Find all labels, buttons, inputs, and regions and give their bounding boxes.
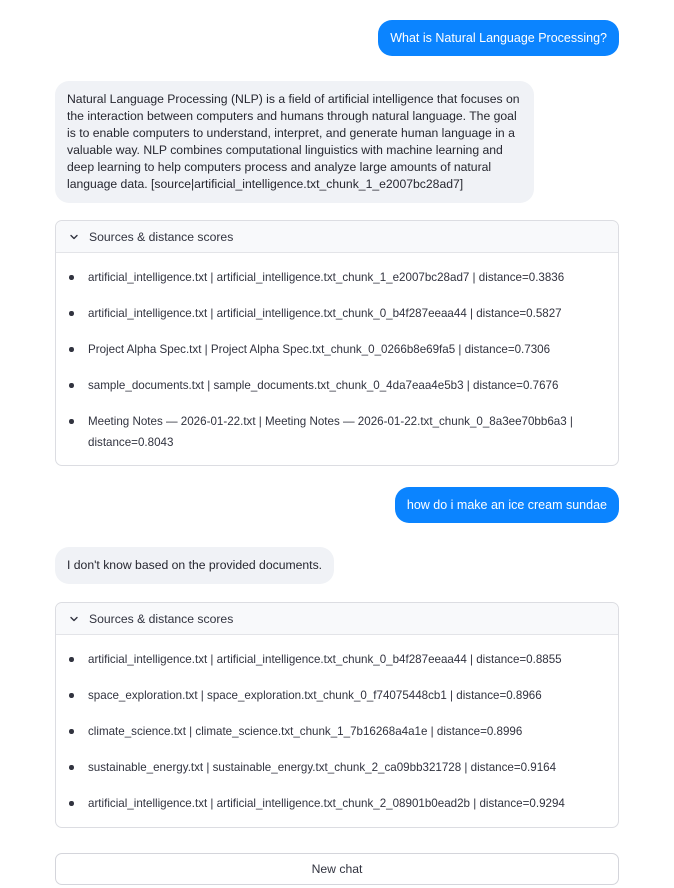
source-item [68,793,600,814]
bullet [69,657,74,662]
assistant-message-text: Natural Language Processing (NLP) is a field of artificial intelligence that focuses on the interaction between computers and humans through natural language. The goal is to enable computers to understand, interpret, and generate human language in a valuable way. NLP combines computational linguistics with machine learning and deep learning to help computers process and analyze large amounts of natural language data. [source|artificial_intelligence.txt_chunk_1_e2007bc28ad7] [67,92,520,191]
source-item-text: sample_documents.txt | sample_documents.txt_chunk_0_4da7eaa4e5b3 | distance=0.7676 [88,379,559,392]
source-item [68,757,600,778]
source-item-text: space_exploration.txt | space_exploration.txt_chunk_0_f74075448cb1 | distance=0.8966 [88,689,542,702]
bullet [69,693,74,698]
sources-expander [55,602,619,828]
bullet [69,275,74,280]
source-item-text: artificial_intelligence.txt | artificial_intelligence.txt_chunk_1_e2007bc28ad7 | distance=0.3836 [88,271,565,284]
sources-expander [55,220,619,466]
source-item [68,685,600,706]
bullet [69,347,74,352]
sources-expander-header[interactable] [56,603,618,635]
sources-expander-header[interactable] [56,221,618,253]
bullet [69,729,74,734]
source-item [68,411,600,453]
source-item-text: climate_science.txt | climate_science.txt_chunk_1_7b16268a4a1e | distance=0.8996 [88,725,523,738]
assistant-message [55,81,534,203]
sources-expander-title: Sources & distance scores [89,611,234,626]
bullet [69,311,74,316]
source-item [68,721,600,742]
new-chat-button[interactable]: New chat [55,853,619,885]
source-item [68,375,600,396]
source-item-text: artificial_intelligence.txt | artificial_intelligence.txt_chunk_0_b4f287eeaa44 | distance=0.8855 [88,653,562,666]
bullet [69,765,74,770]
source-item-text: sustainable_energy.txt | sustainable_energy.txt_chunk_2_ca09bb321728 | distance=0.9164 [88,761,557,774]
source-item-text: Project Alpha Spec.txt | Project Alpha Spec.txt_chunk_0_0266b8e69fa5 | distance=0.7306 [88,343,551,356]
source-item-text: Meeting Notes — 2026-01-22.txt | Meeting Notes — 2026-01-22.txt_chunk_0_8a3ee70bb6a3 | distance=0.8043 [88,415,573,449]
assistant-message-text: I don't know based on the provided documents. [67,558,323,572]
user-message: What is Natural Language Processing? [378,20,619,56]
assistant-message [55,547,334,584]
source-item [68,267,600,288]
user-message: how do i make an ice cream sundae [395,487,619,523]
sources-list [56,253,618,474]
source-item [68,339,600,360]
chevron-down-icon [68,231,80,243]
bullet [69,801,74,806]
bullet [69,383,74,388]
source-item-text: artificial_intelligence.txt | artificial_intelligence.txt_chunk_2_08901b0ead2b | distance=0.9294 [88,797,565,810]
sources-list [56,635,618,835]
chevron-down-icon [68,613,80,625]
source-item [68,303,600,324]
source-item-text: artificial_intelligence.txt | artificial_intelligence.txt_chunk_0_b4f287eeaa44 | distance=0.5827 [88,307,562,320]
sources-expander-title: Sources & distance scores [89,229,234,244]
source-item [68,649,600,670]
bullet [69,419,74,424]
